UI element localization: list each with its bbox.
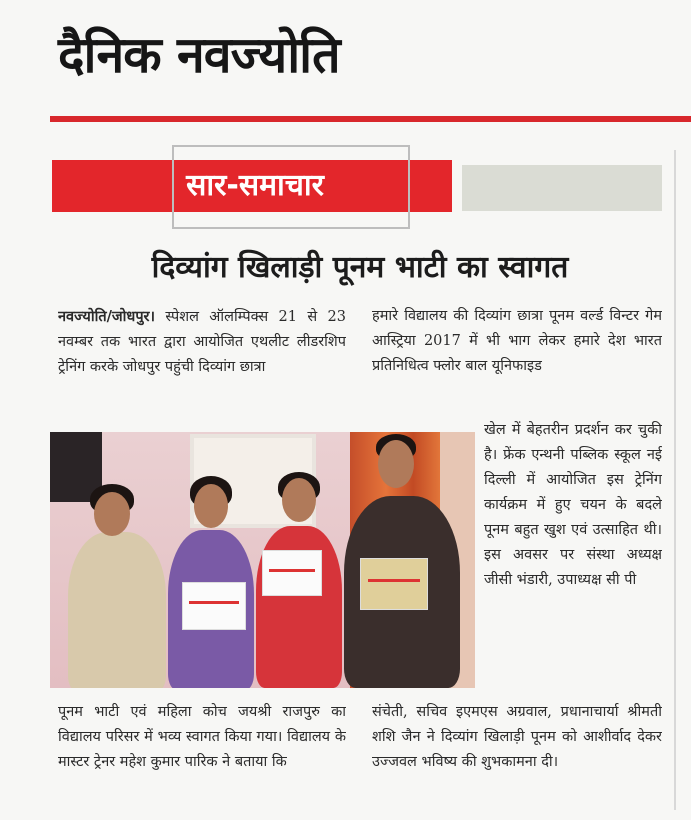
- certificate: [182, 582, 246, 630]
- folder: [360, 558, 428, 610]
- article-paragraph: स्पेशल ऑलम्पिक्स 21 से 23 नवम्बर तक भारत द्वारा आयोजित एथलीट लीडरशिप ट्रेनिंग करके जोधपुर पहुंची दिव्यांग छात्रा: [58, 309, 346, 375]
- section-label: सार-समाचार: [186, 168, 324, 203]
- article-text-right-bottom: संचेती, सचिव इएमएस अग्रवाल, प्रधानाचार्या श्रीमती शशि जैन ने दिव्यांग खिलाड़ी पूनम को आशीर्वाद देकर उज्जवल भविष्य की शुभकामना दी।: [372, 704, 662, 770]
- article-text-right-top: हमारे विद्यालय की दिव्यांग छात्रा पूनम वर्ल्ड विन्टर गेम आस्ट्रिया 2017 में भी भाग लेकर हमारे देश भारत प्रतिनिधित्व फ्लोर बाल यूनिफाइड: [372, 308, 662, 374]
- article-photo: [50, 432, 475, 688]
- newspaper-masthead: दैनिक नवज्योति: [58, 26, 340, 84]
- article-text-right-mid: खेल में बेहतरीन प्रदर्शन कर चुकी है। फ्रेंक एन्थनी पब्लिक स्कूल नई दिल्ली में आयोजित इस ट्रेनिंग कार्यक्रम में हुए चयन के बदले पूनम बहुत खुश एवं उत्साहित थी। इस अवसर पर संस्था अध्यक्ष जीसी भंडारी, उपाध्यक्ष सी पी: [484, 422, 662, 588]
- article-headline: दिव्यांग खिलाड़ी पूनम भाटी का स्वागत: [151, 250, 569, 285]
- masthead-rule: [50, 116, 691, 122]
- gray-placeholder-box: [462, 165, 662, 211]
- article-text-left-bottom: पूनम भाटी एवं महिला कोच जयश्री राजपुरु का विद्यालय परिसर में भव्य स्वागत किया गया। विद्यालय के मास्टर ट्रेनर महेश कुमार पारिक ने बताया कि: [58, 704, 346, 770]
- article-text-left-top: [58, 304, 346, 416]
- person-coach: [68, 532, 166, 688]
- certificate: [262, 550, 322, 596]
- article-dateline: नवज्योति/जोधपुर।: [58, 308, 155, 325]
- column-divider: [674, 150, 676, 810]
